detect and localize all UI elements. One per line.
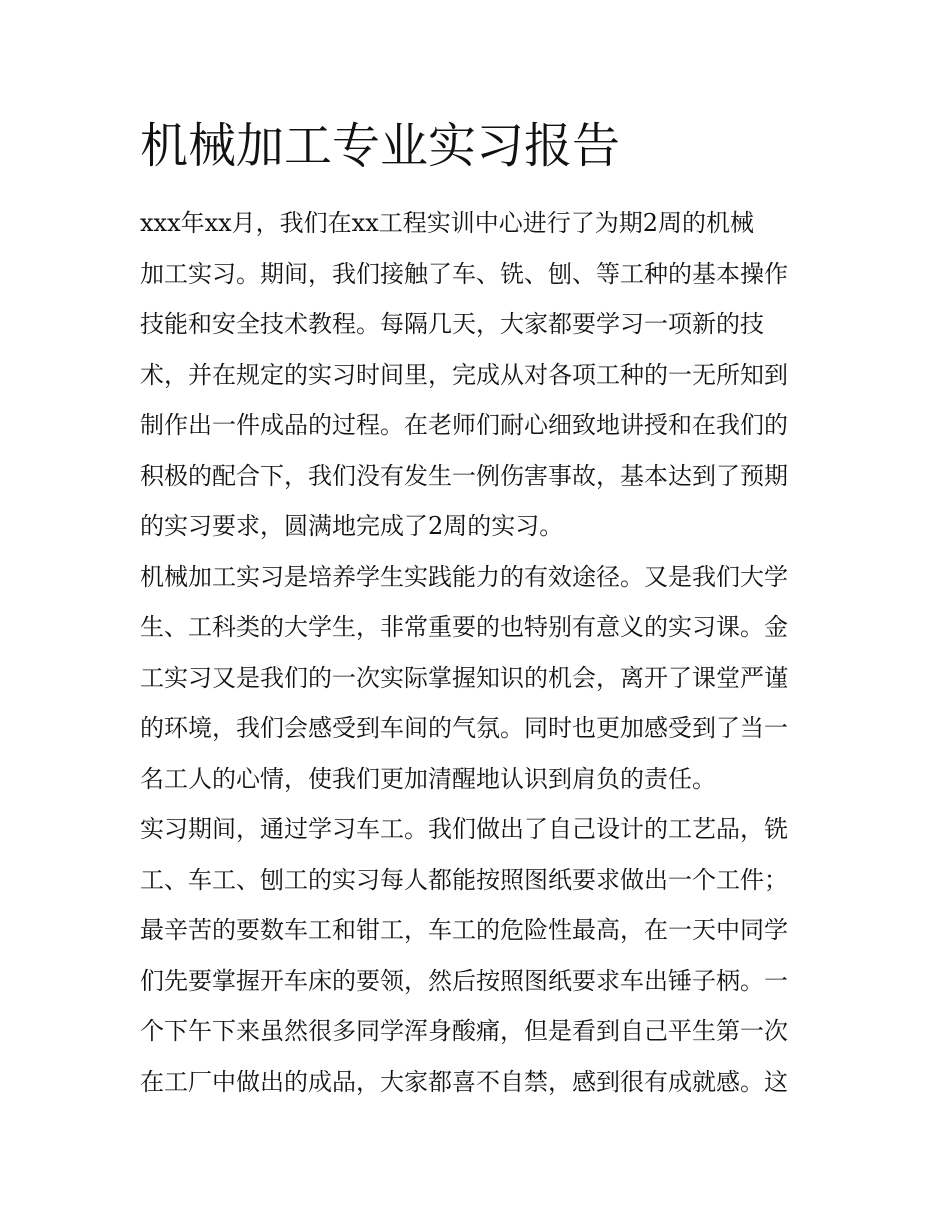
- text-line-13: 实习期间，通过学习车工。我们做出了自己设计的工艺品，铣: [140, 815, 788, 843]
- text-line-5: 制作出一件成品的过程。在老师们耐心细致地讲授和在我们的: [140, 411, 788, 439]
- text-line-1: xxx年xx月，我们在xx工程实训中心进行了为期2周的机械: [140, 209, 755, 237]
- text-line-18: 在工厂中做出的成品，大家都喜不自禁，感到很有成就感。这: [140, 1067, 788, 1096]
- text-line-12: 名工人的心情，使我们更加清醒地认识到肩负的责任。: [140, 764, 716, 793]
- text-line-4: 术，并在规定的实习时间里，完成从对各项工种的一无所知到: [140, 360, 788, 389]
- text-line-8: 机械加工实习是培养学生实践能力的有效途径。又是我们大学: [140, 562, 788, 591]
- document-body: [140, 198, 820, 1107]
- text-line-14: 工、车工、刨工的实习每人都能按照图纸要求做出一个工件；: [140, 865, 788, 894]
- text-line-6: 积极的配合下，我们没有发生一例伤害事故，基本达到了预期: [140, 461, 788, 490]
- text-line-7: 的实习要求，圆满地完成了2周的实习。: [140, 512, 564, 540]
- document-title: 机械加工专业实习报告: [140, 118, 621, 174]
- text-line-17: 个下午下来虽然很多同学浑身酸痛，但是看到自己平生第一次: [140, 1017, 788, 1045]
- text-line-10: 工实习又是我们的一次实际掌握知识的机会，离开了课堂严谨: [140, 663, 788, 692]
- text-line-2: 加工实习。期间，我们接触了车、铣、刨、等工种的基本操作: [140, 259, 788, 288]
- text-line-11: 的环境，我们会感受到车间的气氛。同时也更加感受到了当一: [140, 714, 788, 742]
- text-line-3: 技能和安全技术教程。每隔几天，大家都要学习一项新的技: [140, 310, 764, 338]
- text-line-9: 生、工科类的大学生，非常重要的也特别有意义的实习课。金: [140, 613, 788, 641]
- text-line-15: 最辛苦的要数车工和钳工，车工的危险性最高，在一天中同学: [140, 916, 788, 944]
- text-line-16: 们先要掌握开车床的要领，然后按照图纸要求车出锤子柄。一: [140, 966, 788, 995]
